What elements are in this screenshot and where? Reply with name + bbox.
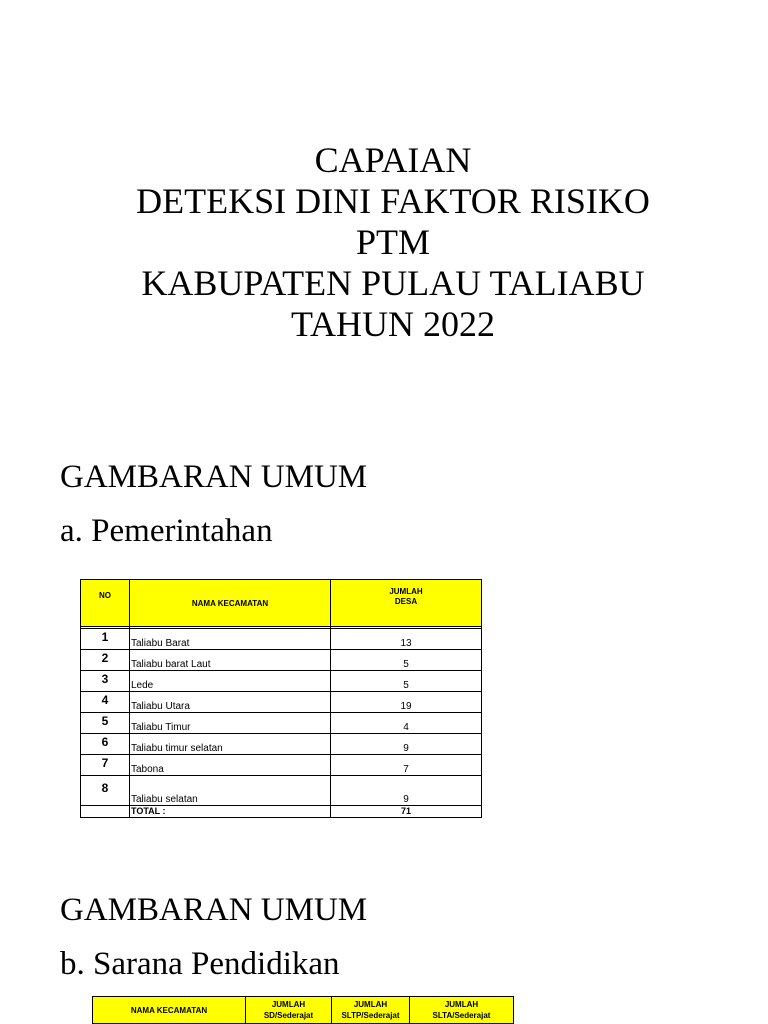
header-jumlah-sd-line2: SD/Sederajat	[263, 1011, 314, 1020]
title-line: KABUPATEN PULAU TALIABU	[141, 263, 645, 303]
row-number: 2	[81, 650, 130, 671]
title-line: PTM	[355, 222, 431, 262]
row-jumlah-desa: 7	[331, 755, 482, 776]
title-line: CAPAIAN	[314, 140, 472, 180]
total-value: 71	[331, 806, 482, 818]
row-number: 4	[81, 692, 130, 713]
header-jumlah-desa-line1: JUMLAH	[389, 587, 423, 596]
table-header-row	[93, 997, 514, 1024]
row-kecamatan: Taliabu Timur	[130, 713, 331, 734]
header-jumlah-desa	[331, 580, 482, 627]
row-jumlah-desa: 9	[331, 734, 482, 755]
row-jumlah-desa: 9	[331, 776, 482, 806]
title-line: TAHUN 2022	[290, 304, 496, 344]
row-number: 8	[81, 776, 130, 806]
row-jumlah-desa: 19	[331, 692, 482, 713]
table-header-row	[81, 580, 482, 627]
row-kecamatan: Taliabu Utara	[130, 692, 331, 713]
row-jumlah-desa: 5	[331, 671, 482, 692]
header-nama-kecamatan: NAMA KECAMATAN	[93, 997, 246, 1024]
row-kecamatan: Tabona	[130, 755, 331, 776]
header-jumlah-sltp	[332, 997, 410, 1024]
header-jumlah-sltp-line2: SLTP/Sederajat	[341, 1011, 400, 1020]
row-number: 5	[81, 713, 130, 734]
row-kecamatan: Taliabu timur selatan	[130, 734, 331, 755]
table-row	[81, 671, 482, 692]
document-title	[0, 140, 768, 345]
table-row	[81, 629, 482, 650]
row-jumlah-desa: 5	[331, 650, 482, 671]
row-number: 1	[81, 629, 130, 650]
sarana-pendidikan-table	[92, 996, 514, 1024]
table-row	[81, 755, 482, 776]
row-kecamatan: Lede	[130, 671, 331, 692]
header-jumlah-sd-line1: JUMLAH	[271, 1000, 306, 1009]
header-jumlah-slta	[410, 997, 514, 1024]
section-subheading-pemerintahan: a. Pemerintahan	[60, 513, 273, 549]
table-total-row	[81, 806, 482, 818]
section-heading-gambaran-umum: GAMBARAN UMUM	[60, 892, 368, 928]
row-number: 3	[81, 671, 130, 692]
table-row	[81, 692, 482, 713]
title-line: DETEKSI DINI FAKTOR RISIKO	[136, 181, 650, 221]
header-jumlah-sd	[246, 997, 332, 1024]
row-kecamatan: Taliabu selatan	[130, 776, 331, 806]
row-kecamatan: Taliabu Barat	[130, 629, 331, 650]
header-jumlah-desa-line2: DESA	[394, 597, 418, 606]
section-heading-gambaran-umum: GAMBARAN UMUM	[60, 459, 368, 495]
row-jumlah-desa: 13	[331, 629, 482, 650]
header-nama-kecamatan: NAMA KECAMATAN	[130, 580, 331, 627]
header-jumlah-slta-line1: JUMLAH	[444, 1000, 479, 1009]
table-row	[81, 776, 482, 806]
row-jumlah-desa: 4	[331, 713, 482, 734]
table-row	[81, 650, 482, 671]
table-row	[81, 734, 482, 755]
header-jumlah-slta-line2: SLTA/Sederajat	[432, 1011, 491, 1020]
section-subheading-sarana-pendidikan: b. Sarana Pendidikan	[60, 946, 340, 982]
total-empty-cell	[81, 806, 130, 818]
table-row	[81, 713, 482, 734]
total-label: TOTAL :	[130, 806, 331, 818]
header-jumlah-sltp-line1: JUMLAH	[353, 1000, 388, 1009]
kecamatan-desa-table	[80, 579, 482, 818]
row-kecamatan: Taliabu barat Laut	[130, 650, 331, 671]
row-number: 7	[81, 755, 130, 776]
header-no: NO	[81, 580, 130, 627]
row-number: 6	[81, 734, 130, 755]
